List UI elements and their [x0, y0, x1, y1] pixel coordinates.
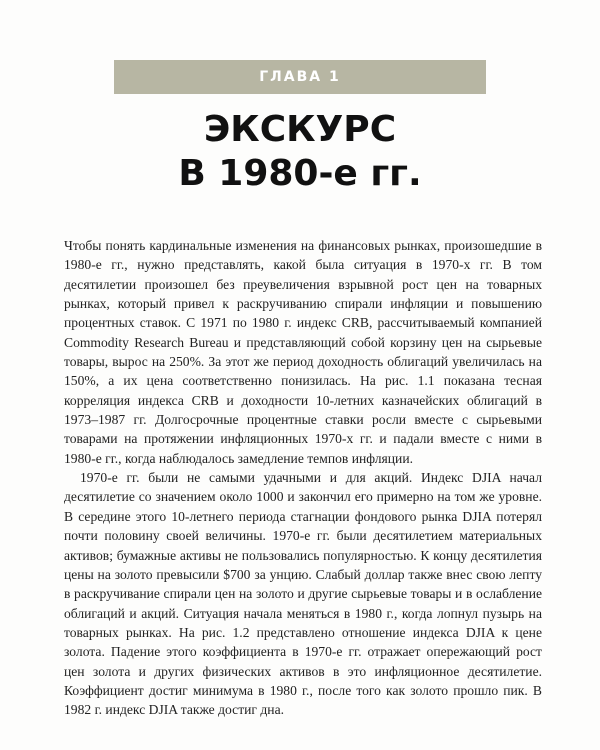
chapter-title — [100, 108, 500, 196]
chapter-banner — [114, 60, 486, 94]
chapter-title-line-1: ЭКСКУРС — [203, 109, 397, 150]
paragraph-2: 1970-е гг. были не самыми удачными и для акций. Индекс DJIA начал десятилетие со значением около 1000 и закончил его примерно на том же уровне. В середине этого 10-летнего периода стагнации фондового рынка DJIA потерял почти половину своей величины. 1970-е гг. были десятилетием материальных активов; бумажные активы не пользовались популярностью. К концу десятилетия цены на золото превысили $700 за унцию. Слабый доллар также внес свою лепту в раскручивание спирали цен на золото и другие сырьевые товары и в ослабление облигаций и акций. Ситуация начала меняться в 1980 г., когда лопнул пузырь на товарных рынках. На рис. 1.2 представлено отношение индекса DJIA к цене золота. Падение этого коэффициента в 1970-е гг. отражает опережающий рост цен золота и других физических активов в это инфляционное десятилетие. Коэффициент достиг минимума в 1980 г., после того как золото прошло пик. В 1982 г. индекс DJIA также достиг дна. — [64, 470, 542, 718]
chapter-label: ГЛАВА 1 — [259, 69, 341, 85]
chapter-title-line-2: В 1980-е гг. — [178, 153, 422, 194]
body-text — [64, 236, 542, 720]
paragraph-1: Чтобы понять кардинальные изменения на финансовых рынках, произошедшие в 1980-е гг., нужно представлять, какой была ситуация в 1970-х гг. В том десятилетии произошел без преувеличения взрывной рост цен на товарных рынках, который привел к раскручиванию спирали инфляции и повышению процентных ставок. С 1971 по 1980 г. индекс CRB, рассчитываемый компанией Commodity Research Bureau и представляющий собой корзину цен на сырьевые товары, вырос на 250%. За этот же период доходность облигаций увеличилась на 150%, а их цена соответственно понизилась. На рис. 1.1 показана тесная корреляция индекса CRB и доходности 10-летних казначейских облигаций в 1973–1987 гг. Долгосрочные процентные ставки росли вместе с сырьевыми товарами на протяжении инфляционных 1970-х гг. и падали вместе с ними в 1980-е гг., когда наблюдалось замедление темпов инфляции. — [64, 238, 542, 466]
